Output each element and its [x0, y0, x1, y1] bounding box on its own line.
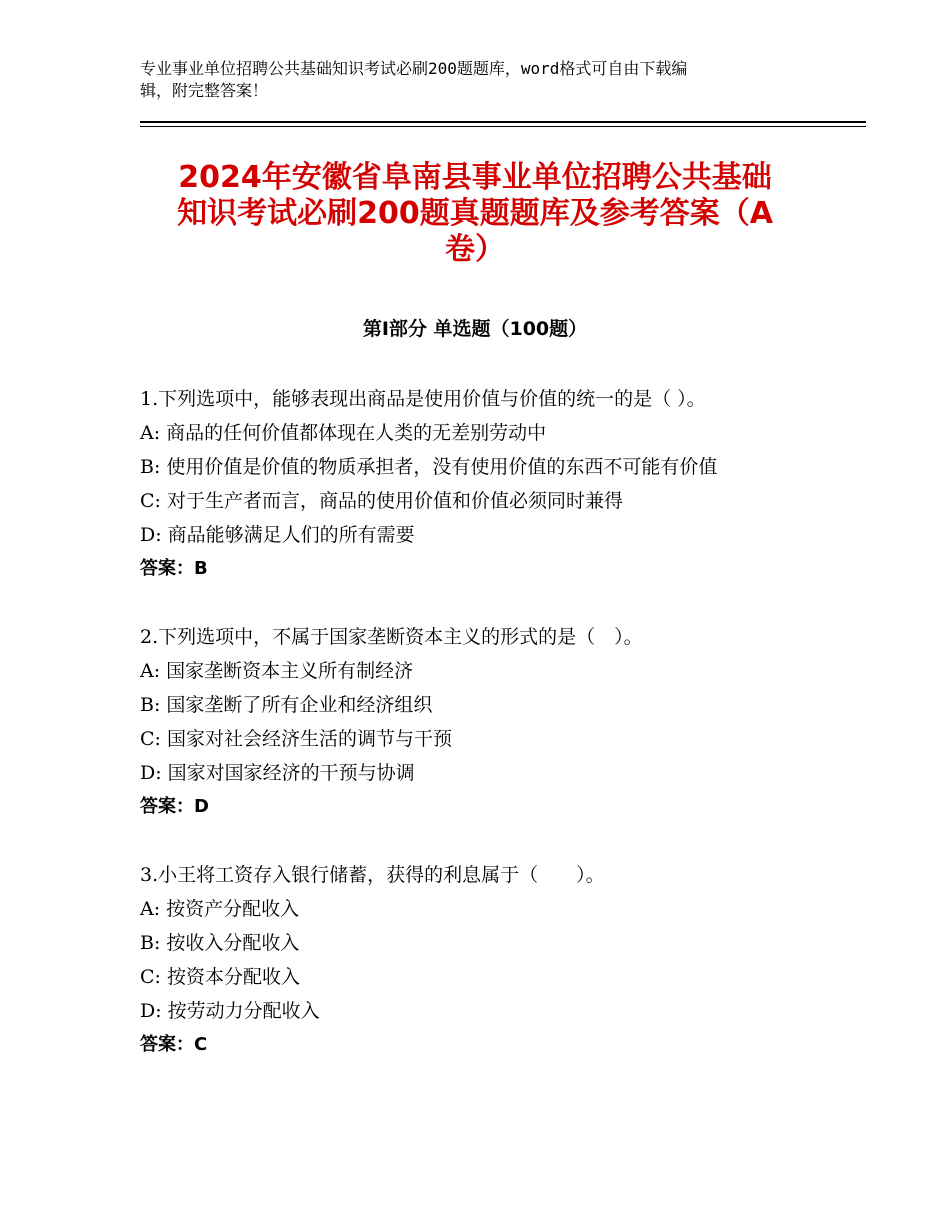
header-note-line1: 专业事业单位招聘公共基础知识考试必刷200题题库，word格式可自由下载编 — [140, 59, 688, 78]
option-c: C: 国家对社会经济生活的调节与干预 — [140, 728, 452, 750]
option-b: B: 使用价值是价值的物质承担者，没有使用价值的东西不可能有价值 — [140, 456, 718, 478]
question-item — [140, 382, 840, 586]
option-d: D: 按劳动力分配收入 — [140, 1000, 320, 1022]
header-divider-thin — [140, 126, 866, 127]
option-d: D: 国家对国家经济的干预与协调 — [140, 762, 415, 784]
option-d: D: 商品能够满足人们的所有需要 — [140, 524, 415, 546]
header-note-line2: 辑，附完整答案！ — [140, 81, 269, 100]
header-note — [140, 58, 800, 102]
document-title — [140, 160, 810, 268]
document-title-line3: 卷） — [445, 232, 505, 267]
question-item — [140, 620, 840, 824]
option-b: B: 国家垄断了所有企业和经济组织 — [140, 694, 433, 716]
question-list — [140, 382, 840, 1096]
question-stem: 1.下列选项中，能够表现出商品是使用价值与价值的统一的是（ ）。 — [140, 388, 706, 410]
answer-label: 答案：D — [140, 796, 209, 817]
option-b: B: 按收入分配收入 — [140, 932, 300, 954]
document-title-line2: 知识考试必刷200题真题题库及参考答案（A — [177, 196, 773, 231]
option-c: C: 对于生产者而言，商品的使用价值和价值必须同时兼得 — [140, 490, 623, 512]
header-divider-thick — [140, 121, 866, 123]
answer-label: 答案：B — [140, 558, 208, 579]
option-a: A: 国家垄断资本主义所有制经济 — [140, 660, 414, 682]
section-title: 第Ⅰ部分 单选题（100题） — [362, 318, 588, 340]
answer-label: 答案：C — [140, 1034, 208, 1055]
question-stem: 2.下列选项中，不属于国家垄断资本主义的形式的是（ ）。 — [140, 626, 643, 648]
option-c: C: 按资本分配收入 — [140, 966, 300, 988]
option-a: A: 按资产分配收入 — [140, 898, 300, 920]
option-a: A: 商品的任何价值都体现在人类的无差别劳动中 — [140, 422, 547, 444]
question-stem: 3.小王将工资存入银行储蓄，获得的利息属于（ ）。 — [140, 864, 605, 886]
question-item — [140, 858, 840, 1062]
document-title-line1: 2024年安徽省阜南县事业单位招聘公共基础 — [178, 160, 772, 195]
